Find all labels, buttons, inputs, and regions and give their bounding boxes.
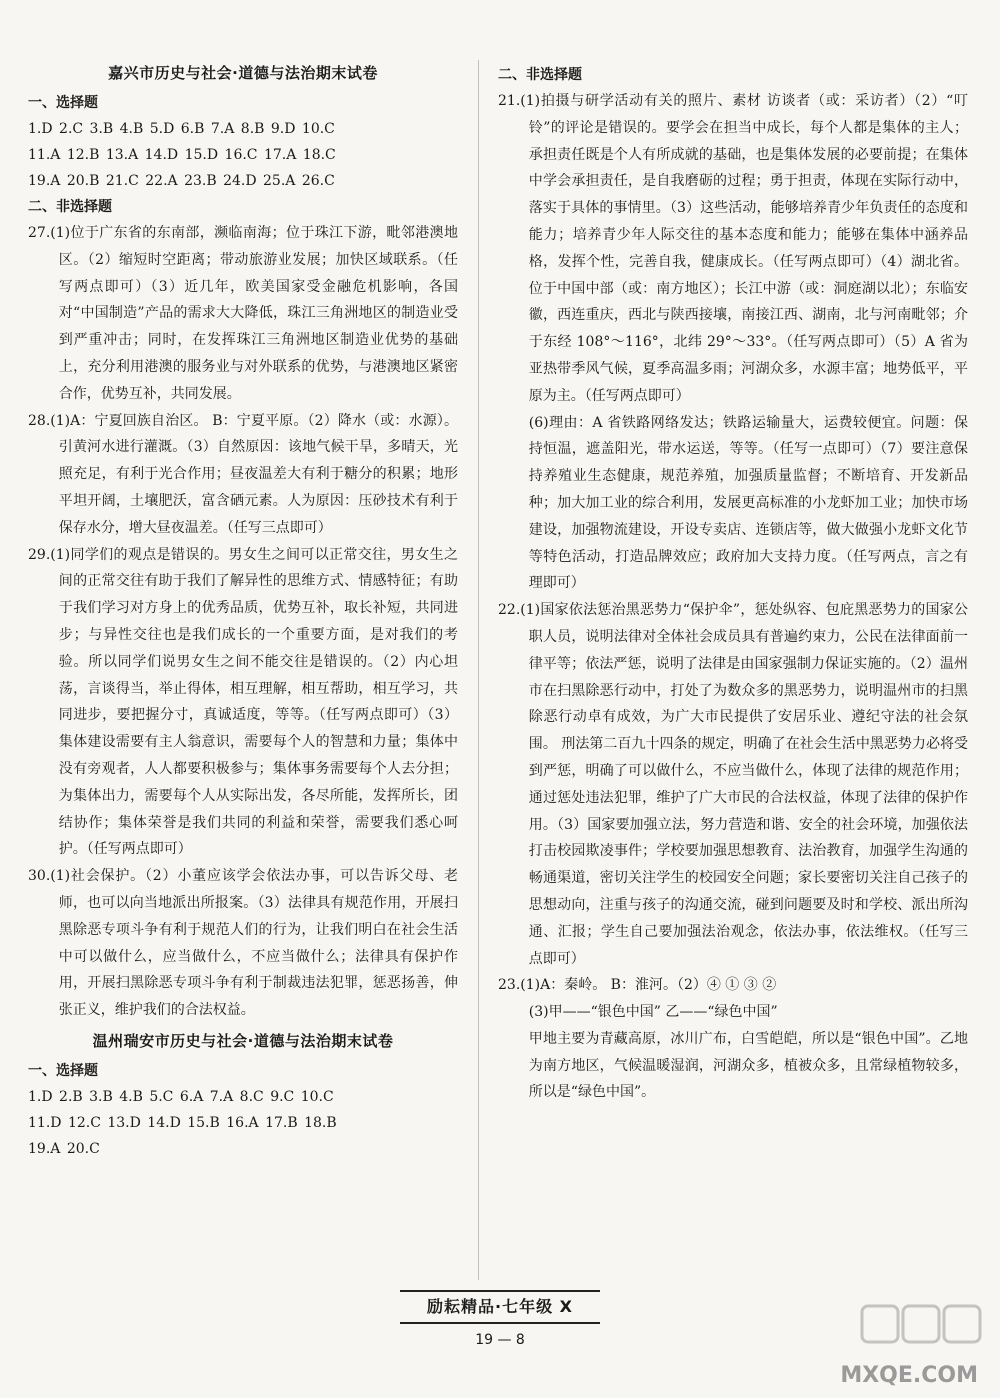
footer-brand-box [400, 1290, 600, 1324]
watermark-text: MXQE.COM [840, 1363, 978, 1388]
answer-22: 22.(1)国家依法惩治黑恶势力“保护伞”，惩处纵容、包庇黑恶势力的国家公职人员，说明法律对全体社会成员具有普遍约束力，公民在法律面前一律平等；依法严惩，说明了法律是由国家强制力保证实施的。（2）温州市在扫黑除恶行动中，打处了为数众多的黑恶势力，说明温州市的扫黑除恶行动卓有成效，为广大市民提供了安居乐业、遵纪守法的社会氛围。 刑法第二百九十四条的规定，明确了在社会生活中黑恶势力必将受到严惩，明确了可以做什么，不应当做什么，体现了法律的规范作用；通过惩处违法犯罪，维护了广大市民的合法权益，体现了法律的保护作用。（3）国家要加强立法，努力营造和谐、安全的社会环境，加强依法打击校园欺凌事件；学校要加强思想教育、法治教育，加强学生沟通的畅通渠道，密切关注学生的校园安全问题；家长要密切关注自己孩子的思想动向，注重与孩子的沟通交流，碰到问题要及时和学校、派出所沟通、汇报；学生自己要加强法治观念，依法办事，依法维权。（任写三点即可） [498, 602, 968, 967]
right-column [498, 62, 968, 1106]
mc-answers-row: 11.D 12.C 13.D 14.D 15.B 16.A 17.B 18.B [28, 1114, 337, 1131]
mc-answers-row: 19.A 20.B 21.C 22.A 23.B 24.D 25.A 26.C [28, 173, 335, 189]
answer-23-part3-explain: 甲地主要为青藏高原，冰川广布，白雪皑皑，所以是“银色中国”。乙地为南方地区，气候温暖湿润，河湖众多，植被众多，且常绿植物较多，所以是“绿色中国”。 [528, 1030, 968, 1101]
left-column [28, 62, 458, 1162]
brand-label: 励耘精品·七年级 X [427, 1297, 573, 1316]
answer-30: 30.(1)社会保护。（2）小董应该学会依法办事，可以告诉父母、老师，也可以向当地派出所报案。（3）法律具有规范作用，开展扫黑除恶专项斗争有利于规范人们的行为，让我们明白在社会生活中可以做什么，应当做什么，不应当做什么；法律具有保护作用，开展扫黑除恶专项斗争有利于制裁违法犯罪，惩恶扬善，伸张正义，维护我们的合法权益。 [28, 868, 458, 1019]
section-heading: 一、选择题 [28, 1062, 98, 1079]
mc-answers-row: 11.A 12.B 13.A 14.D 15.D 16.C 17.A 18.C [28, 147, 336, 163]
section-heading: 一、选择题 [28, 95, 98, 111]
answer-21-part6: (6)理由：A 省铁路网络发达；铁路运输量大，运费较便宜。问题：保持恒温，遮盖阳光，带水运送，等等。（任写一点即可）（7）要注意保持养殖业生态健康，规范养殖，加强质量监督；不断培育、开发新品种；加大加工业的综合利用，发展更高标准的小龙虾加工业；加快市场建设，加强物流建设，开设专卖店、连锁店等，做大做强小龙虾文化节等特色活动，打造品牌效应；政府加大支持力度。（任写两点，言之有理即可） [528, 414, 968, 592]
answer-23: 23.(1)A：秦岭。 B：淮河。（2）④ ① ③ ② [498, 977, 777, 994]
mc-answers-row: 1.D 2.B 3.B 4.B 5.C 6.A 7.A 8.C 9.C 10.C [28, 1088, 334, 1105]
answer-21: 21.(1)拍摄与研学活动有关的照片、素材 访谈者（或：采访者）（2）“叮铃”的评论是错误的。要学会在担当中成长，每个人都是集体的主人；承担责任既是个人有所成就的基础，也是集体发展的必要前提；在集体中学会承担责任，是自我磨砺的过程；勇于担责，体现在实际行动中，落实于具体的事情里。（3）这些活动，能够培养青少年负责任的态度和能力；培养青少年人际交往的基本态度和能力；能够在集体中涵养品格，发挥个性，完善自我，健康成长。（任写两点即可）（4）湖北省。 位于中国中部（或：南方地区）；长江中游（或：洞庭湖以北）；东临安徽，西连重庆，西北与陕西接壤，南接江西、湖南，北与河南毗邻；介于东经 108°～116°，北纬 29°～33°。（任写两点即可）（5）A 省为亚热带季风气候，夏季高温多雨；河湖众多，水源丰富；地势低平，平原为主。（任写两点即可） [498, 93, 968, 404]
column-divider [478, 60, 479, 1280]
exam1-title: 嘉兴市历史与社会·道德与法治期末试卷 [108, 64, 378, 82]
mc-answers-row: 1.D 2.C 3.B 4.B 5.D 6.B 7.A 8.B 9.D 10.C [28, 121, 335, 137]
section-heading: 二、非选择题 [498, 67, 582, 83]
section-heading: 二、非选择题 [28, 199, 112, 215]
answer-28: 28.(1)A：宁夏回族自治区。 B：宁夏平原。（2）降水（或：水源）。 引黄河水进行灌溉。（3）自然原因：该地气候干旱，多晴天，光照充足，有利于光合作用；昼夜温差大有利于糖分的积累；地形平坦开阔，土壤肥沃，富含硒元素。人为原因：压砂技术有利于保存水分，增大昼夜温差。（任写三点即可） [28, 412, 458, 536]
answer-23-part3: (3)甲——“银色中国” 乙——“绿色中国” [528, 1004, 778, 1021]
mc-answers-row: 19.A 20.C [28, 1140, 100, 1157]
answer-29: 29.(1)同学们的观点是错误的。男女生之间可以正常交往，男女生之间的正常交往有助于我们了解异性的思维方式、情感特征；有助于我们学习对方身上的优秀品质，优势互补，取长补短，共同进步；与异性交往也是我们成长的一个重要方面，是对我们的考验。所以同学们说男女生之间不能交往是错误的。（2）内心坦荡，言谈得当，举止得体，相互理解，相互帮助，相互学习，共同进步，要把握分寸，真诚适度，等等。（任写两点即可）（3）集体建设需要有主人翁意识，需要每个人的智慧和力量；集体中没有旁观者，人人都要积极参与；集体事务需要每个人去分担；为集体出力，需要每个人从实际出发，各尽所能，发挥所长，团结协作；集体荣誉是我们共同的利益和荣誉，需要我们悉心呵护。（任写两点即可） [28, 546, 458, 858]
exam2-title: 温州瑞安市历史与社会·道德与法治期末试卷 [92, 1031, 394, 1050]
answer-27: 27.(1)位于广东省的东南部，濒临南海；位于珠江下游，毗邻港澳地区。（2）缩短时空距离；带动旅游业发展；加快区域联系。（任写两点即可）（3）近几年，欧美国家受金融危机影响，各国对“中国制造”产品的需求大大降低，珠江三角洲地区的制造业受到严重冲击；同时，在发挥珠江三角洲地区制造业优势的基础上，充分利用港澳的服务业与对外联系的优势，与港澳地区紧密合作，优势互补，共同发展。 [28, 225, 458, 402]
page-number: 19 — 8 [475, 1332, 525, 1348]
